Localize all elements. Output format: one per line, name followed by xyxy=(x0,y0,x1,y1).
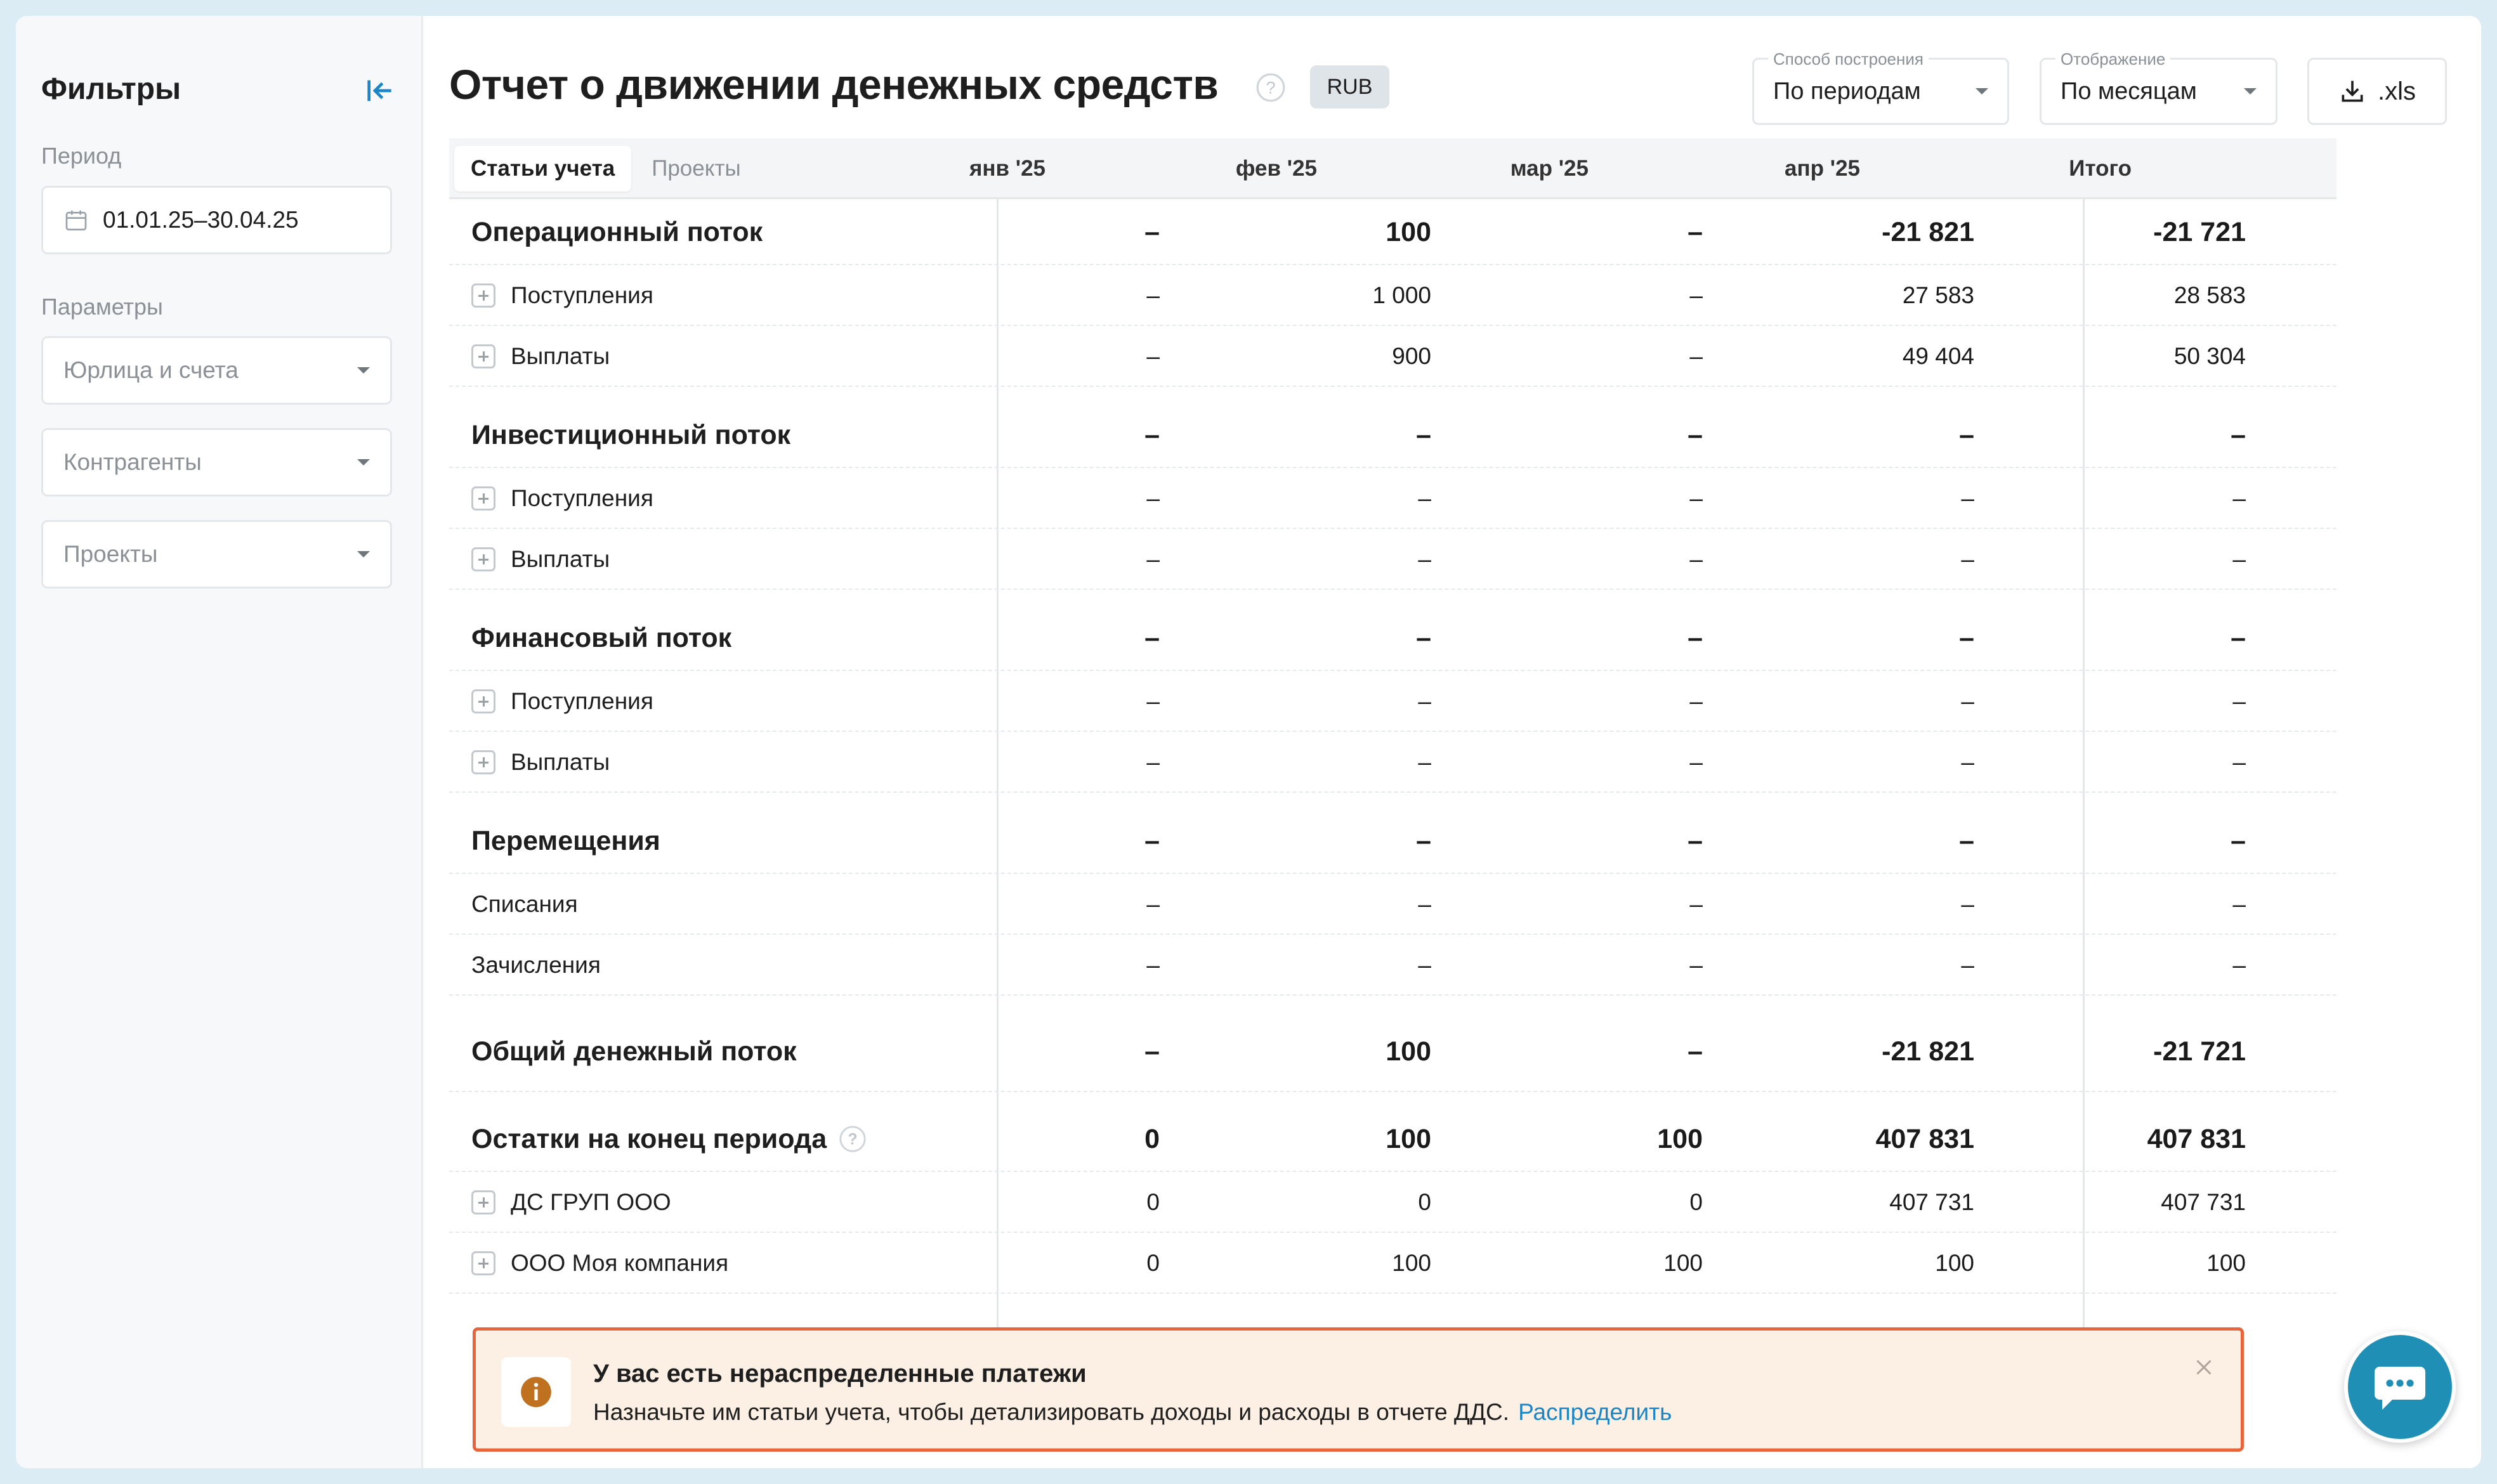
table-row[interactable] xyxy=(449,1233,2336,1294)
close-icon[interactable] xyxy=(2192,1356,2215,1379)
display-label: Отображение xyxy=(2055,49,2170,69)
table-cell: – xyxy=(1418,749,1431,775)
row-label xyxy=(471,1172,671,1233)
row-label-text: Остатки на конец периода xyxy=(471,1123,827,1154)
table-row[interactable] xyxy=(449,671,2336,732)
table-cell: – xyxy=(1146,546,1160,572)
table-cell: 100 xyxy=(1935,1250,1974,1276)
table-section-row xyxy=(449,1092,2336,1172)
download-icon xyxy=(2338,77,2366,105)
table-cell: – xyxy=(2232,891,2246,917)
help-icon[interactable] xyxy=(838,1124,867,1154)
row-label xyxy=(471,605,731,671)
table-cell: – xyxy=(1146,688,1160,714)
table-row[interactable] xyxy=(449,732,2336,793)
notice-body xyxy=(593,1399,1672,1426)
table-row[interactable] xyxy=(449,1172,2336,1233)
table-cell: – xyxy=(1961,485,1974,511)
table-cell: 100 xyxy=(1386,1123,1431,1154)
table-cell: -21 721 xyxy=(2153,1036,2246,1067)
table-cell: 1 000 xyxy=(1372,282,1431,308)
row-label-text: Поступления xyxy=(511,485,653,511)
table-row xyxy=(449,935,2336,996)
table-cell: 0 xyxy=(1689,1189,1703,1215)
period-date-field[interactable] xyxy=(41,186,392,254)
chat-button[interactable] xyxy=(2344,1331,2456,1443)
chat-icon xyxy=(2369,1357,2430,1417)
table-section-row xyxy=(449,387,2336,468)
table-cell: – xyxy=(2231,419,2246,450)
table-cell: – xyxy=(1959,419,1974,450)
table-cell: – xyxy=(1959,825,1974,856)
row-label-text: Общий денежный поток xyxy=(471,1036,797,1067)
table-cell: – xyxy=(2231,622,2246,653)
table-cell: 0 xyxy=(1144,1123,1160,1154)
table-row[interactable] xyxy=(449,265,2336,326)
period-label: Период xyxy=(41,143,122,169)
table-section-row xyxy=(449,793,2336,874)
svg-text:?: ? xyxy=(1266,77,1276,98)
table-cell: – xyxy=(2232,546,2246,572)
row-label xyxy=(471,935,601,996)
tab-projects[interactable]: Проекты xyxy=(652,156,741,181)
entities-accounts-select[interactable] xyxy=(41,336,392,405)
row-label xyxy=(471,671,653,732)
table-cell: 49 404 xyxy=(1902,343,1974,369)
column-header: апр '25 xyxy=(1785,156,1860,181)
table-cell: – xyxy=(1689,282,1703,308)
table-cell: 27 583 xyxy=(1902,282,1974,308)
table-header xyxy=(449,138,2336,199)
table-cell: – xyxy=(1144,622,1160,653)
expand-plus-icon[interactable] xyxy=(471,344,495,368)
expand-plus-icon[interactable] xyxy=(471,486,495,511)
table-cell: 100 xyxy=(1657,1123,1703,1154)
row-label xyxy=(471,265,653,326)
currency-badge[interactable]: RUB xyxy=(1310,65,1389,108)
table-cell: 407 831 xyxy=(2147,1123,2246,1154)
row-label-text: Списания xyxy=(471,891,578,917)
table-section-row xyxy=(449,996,2336,1092)
table-cell: – xyxy=(1418,546,1431,572)
expand-plus-icon[interactable] xyxy=(471,750,495,774)
select-placeholder: Контрагенты xyxy=(63,449,202,475)
table-cell: – xyxy=(1146,891,1160,917)
table-cell: – xyxy=(1416,419,1431,450)
table-cell: 0 xyxy=(1146,1250,1160,1276)
table-cell: 407 831 xyxy=(1875,1123,1974,1154)
table-cell: 28 583 xyxy=(2173,282,2246,308)
display-select[interactable] xyxy=(2040,49,2277,125)
row-label xyxy=(471,199,763,265)
table-cell: 0 xyxy=(1146,1189,1160,1215)
table-cell: – xyxy=(1961,891,1974,917)
view-tabs xyxy=(454,146,757,192)
expand-plus-icon[interactable] xyxy=(471,547,495,571)
select-placeholder: Юрлица и счета xyxy=(63,357,239,383)
export-xls-button[interactable] xyxy=(2307,58,2447,125)
notice-icon-wrap xyxy=(501,1357,571,1427)
row-label-text: Поступления xyxy=(511,688,653,714)
table-cell: 407 731 xyxy=(1889,1189,1974,1215)
tab-accounts[interactable]: Статьи учета xyxy=(454,146,631,192)
expand-plus-icon[interactable] xyxy=(471,1251,495,1275)
row-label xyxy=(471,402,790,468)
table-cell: 100 xyxy=(2206,1250,2246,1276)
table-cell: 50 304 xyxy=(2173,343,2246,369)
page-title: Отчет о движении денежных средств xyxy=(449,61,1219,108)
row-label xyxy=(471,1106,867,1172)
table-cell: – xyxy=(1146,749,1160,775)
table-cell: – xyxy=(1416,622,1431,653)
table-cell: – xyxy=(2232,749,2246,775)
caret-down-icon xyxy=(357,551,370,557)
table-cell: – xyxy=(1961,546,1974,572)
table-cell: 100 xyxy=(1386,1036,1431,1067)
row-label xyxy=(471,808,660,874)
table-section-row xyxy=(449,199,2336,265)
table-cell: – xyxy=(1146,282,1160,308)
table-cell: – xyxy=(2231,825,2246,856)
table-cell: – xyxy=(1688,825,1703,856)
sidebar-title: Фильтры xyxy=(41,72,181,106)
table-cell: – xyxy=(1144,216,1160,247)
table-cell: – xyxy=(1689,485,1703,511)
table-cell: – xyxy=(1418,688,1431,714)
collapse-sidebar-icon[interactable] xyxy=(362,73,397,108)
row-label xyxy=(471,529,610,590)
table-row[interactable] xyxy=(449,529,2336,590)
expand-plus-icon[interactable] xyxy=(471,689,495,713)
row-label-text: Финансовый поток xyxy=(471,622,732,653)
counterparties-select[interactable] xyxy=(41,428,392,497)
expand-plus-icon[interactable] xyxy=(471,1190,495,1214)
notice-title: У вас есть нераспределенные платежи xyxy=(593,1360,1087,1388)
row-label xyxy=(471,326,610,387)
table-cell: – xyxy=(1418,891,1431,917)
table-cell: – xyxy=(1146,343,1160,369)
table-row[interactable] xyxy=(449,468,2336,529)
row-label-text: Выплаты xyxy=(511,343,610,369)
caret-down-icon xyxy=(357,367,370,374)
export-label: .xls xyxy=(2378,77,2416,105)
build-method-value: По периодам xyxy=(1773,77,1921,105)
params-label: Параметры xyxy=(41,294,163,320)
build-method-label: Способ построения xyxy=(1768,49,1929,69)
table-body xyxy=(449,199,2336,1294)
table-cell: – xyxy=(1144,825,1160,856)
info-icon xyxy=(520,1376,553,1409)
table-cell: – xyxy=(1688,622,1703,653)
table-cell: – xyxy=(1688,419,1703,450)
unallocated-payments-notice xyxy=(473,1327,2244,1452)
svg-text:?: ? xyxy=(848,1130,858,1149)
table-cell: 100 xyxy=(1392,1250,1431,1276)
row-label-text: Поступления xyxy=(511,282,653,308)
column-header-total: Итого xyxy=(2069,156,2132,181)
table-cell: 900 xyxy=(1392,343,1431,369)
table-cell: – xyxy=(1689,343,1703,369)
caret-down-icon xyxy=(1976,88,1988,94)
table-cell: – xyxy=(1144,419,1160,450)
table-cell: – xyxy=(1144,1036,1160,1067)
table-cell: 100 xyxy=(1663,1250,1703,1276)
row-label-text: ДС ГРУП ООО xyxy=(511,1189,671,1215)
expand-plus-icon[interactable] xyxy=(471,283,495,308)
table-cell: -21 721 xyxy=(2153,216,2246,247)
column-divider xyxy=(2083,199,2085,1351)
caret-down-icon xyxy=(357,459,370,465)
table-cell: – xyxy=(1418,485,1431,511)
table-cell: 0 xyxy=(1418,1189,1431,1215)
table-section-row xyxy=(449,590,2336,671)
projects-select[interactable] xyxy=(41,520,392,589)
table-cell: – xyxy=(1689,688,1703,714)
column-header: янв '25 xyxy=(969,156,1045,181)
table-cell: 100 xyxy=(1386,216,1431,247)
table-row xyxy=(449,874,2336,935)
period-value: 01.01.25–30.04.25 xyxy=(103,207,299,233)
column-header: мар '25 xyxy=(1510,156,1589,181)
row-label xyxy=(471,874,578,935)
row-label-text: Инвестиционный поток xyxy=(471,419,791,450)
table-cell: – xyxy=(2232,952,2246,978)
row-label-text: Выплаты xyxy=(511,546,610,572)
caret-down-icon xyxy=(2244,88,2257,94)
table-cell: – xyxy=(1961,749,1974,775)
app-window xyxy=(16,16,2481,1468)
distribute-link[interactable]: Распределить xyxy=(1518,1399,1672,1425)
table-cell: – xyxy=(1416,825,1431,856)
cashflow-table xyxy=(449,138,2336,1294)
select-placeholder: Проекты xyxy=(63,541,158,567)
table-cell: – xyxy=(1959,622,1974,653)
row-label-text: Операционный поток xyxy=(471,216,763,247)
table-cell: – xyxy=(1689,952,1703,978)
table-cell: -21 821 xyxy=(1882,1036,1974,1067)
row-label-text: Зачисления xyxy=(471,952,601,978)
row-label xyxy=(471,1011,797,1092)
row-label-text: ООО Моя компания xyxy=(511,1250,729,1276)
table-cell: -21 821 xyxy=(1882,216,1974,247)
filters-sidebar xyxy=(16,16,423,1468)
calendar-icon xyxy=(63,207,89,233)
table-cell: – xyxy=(1146,952,1160,978)
table-cell: – xyxy=(1418,952,1431,978)
column-header: фев '25 xyxy=(1235,156,1317,181)
table-cell: – xyxy=(1688,1036,1703,1067)
table-row[interactable] xyxy=(449,326,2336,387)
table-cell: – xyxy=(1688,216,1703,247)
column-divider xyxy=(997,199,999,1351)
row-label xyxy=(471,732,610,793)
row-label xyxy=(471,468,653,529)
table-cell: – xyxy=(1961,952,1974,978)
row-label-text: Выплаты xyxy=(511,749,610,775)
table-cell: – xyxy=(2232,485,2246,511)
table-cell: – xyxy=(2232,688,2246,714)
table-cell: 407 731 xyxy=(2161,1189,2246,1215)
table-cell: – xyxy=(1961,688,1974,714)
table-cell: – xyxy=(1146,485,1160,511)
build-method-select[interactable] xyxy=(1752,49,2009,125)
help-icon[interactable] xyxy=(1255,72,1287,103)
table-cell: – xyxy=(1689,891,1703,917)
row-label xyxy=(471,1233,728,1294)
table-cell: – xyxy=(1689,749,1703,775)
table-cell: – xyxy=(1689,546,1703,572)
row-label-text: Перемещения xyxy=(471,825,660,856)
notice-text: Назначьте им статьи учета, чтобы детализировать доходы и расходы в отчете ДДС. xyxy=(593,1399,1510,1425)
display-value: По месяцам xyxy=(2061,77,2197,105)
